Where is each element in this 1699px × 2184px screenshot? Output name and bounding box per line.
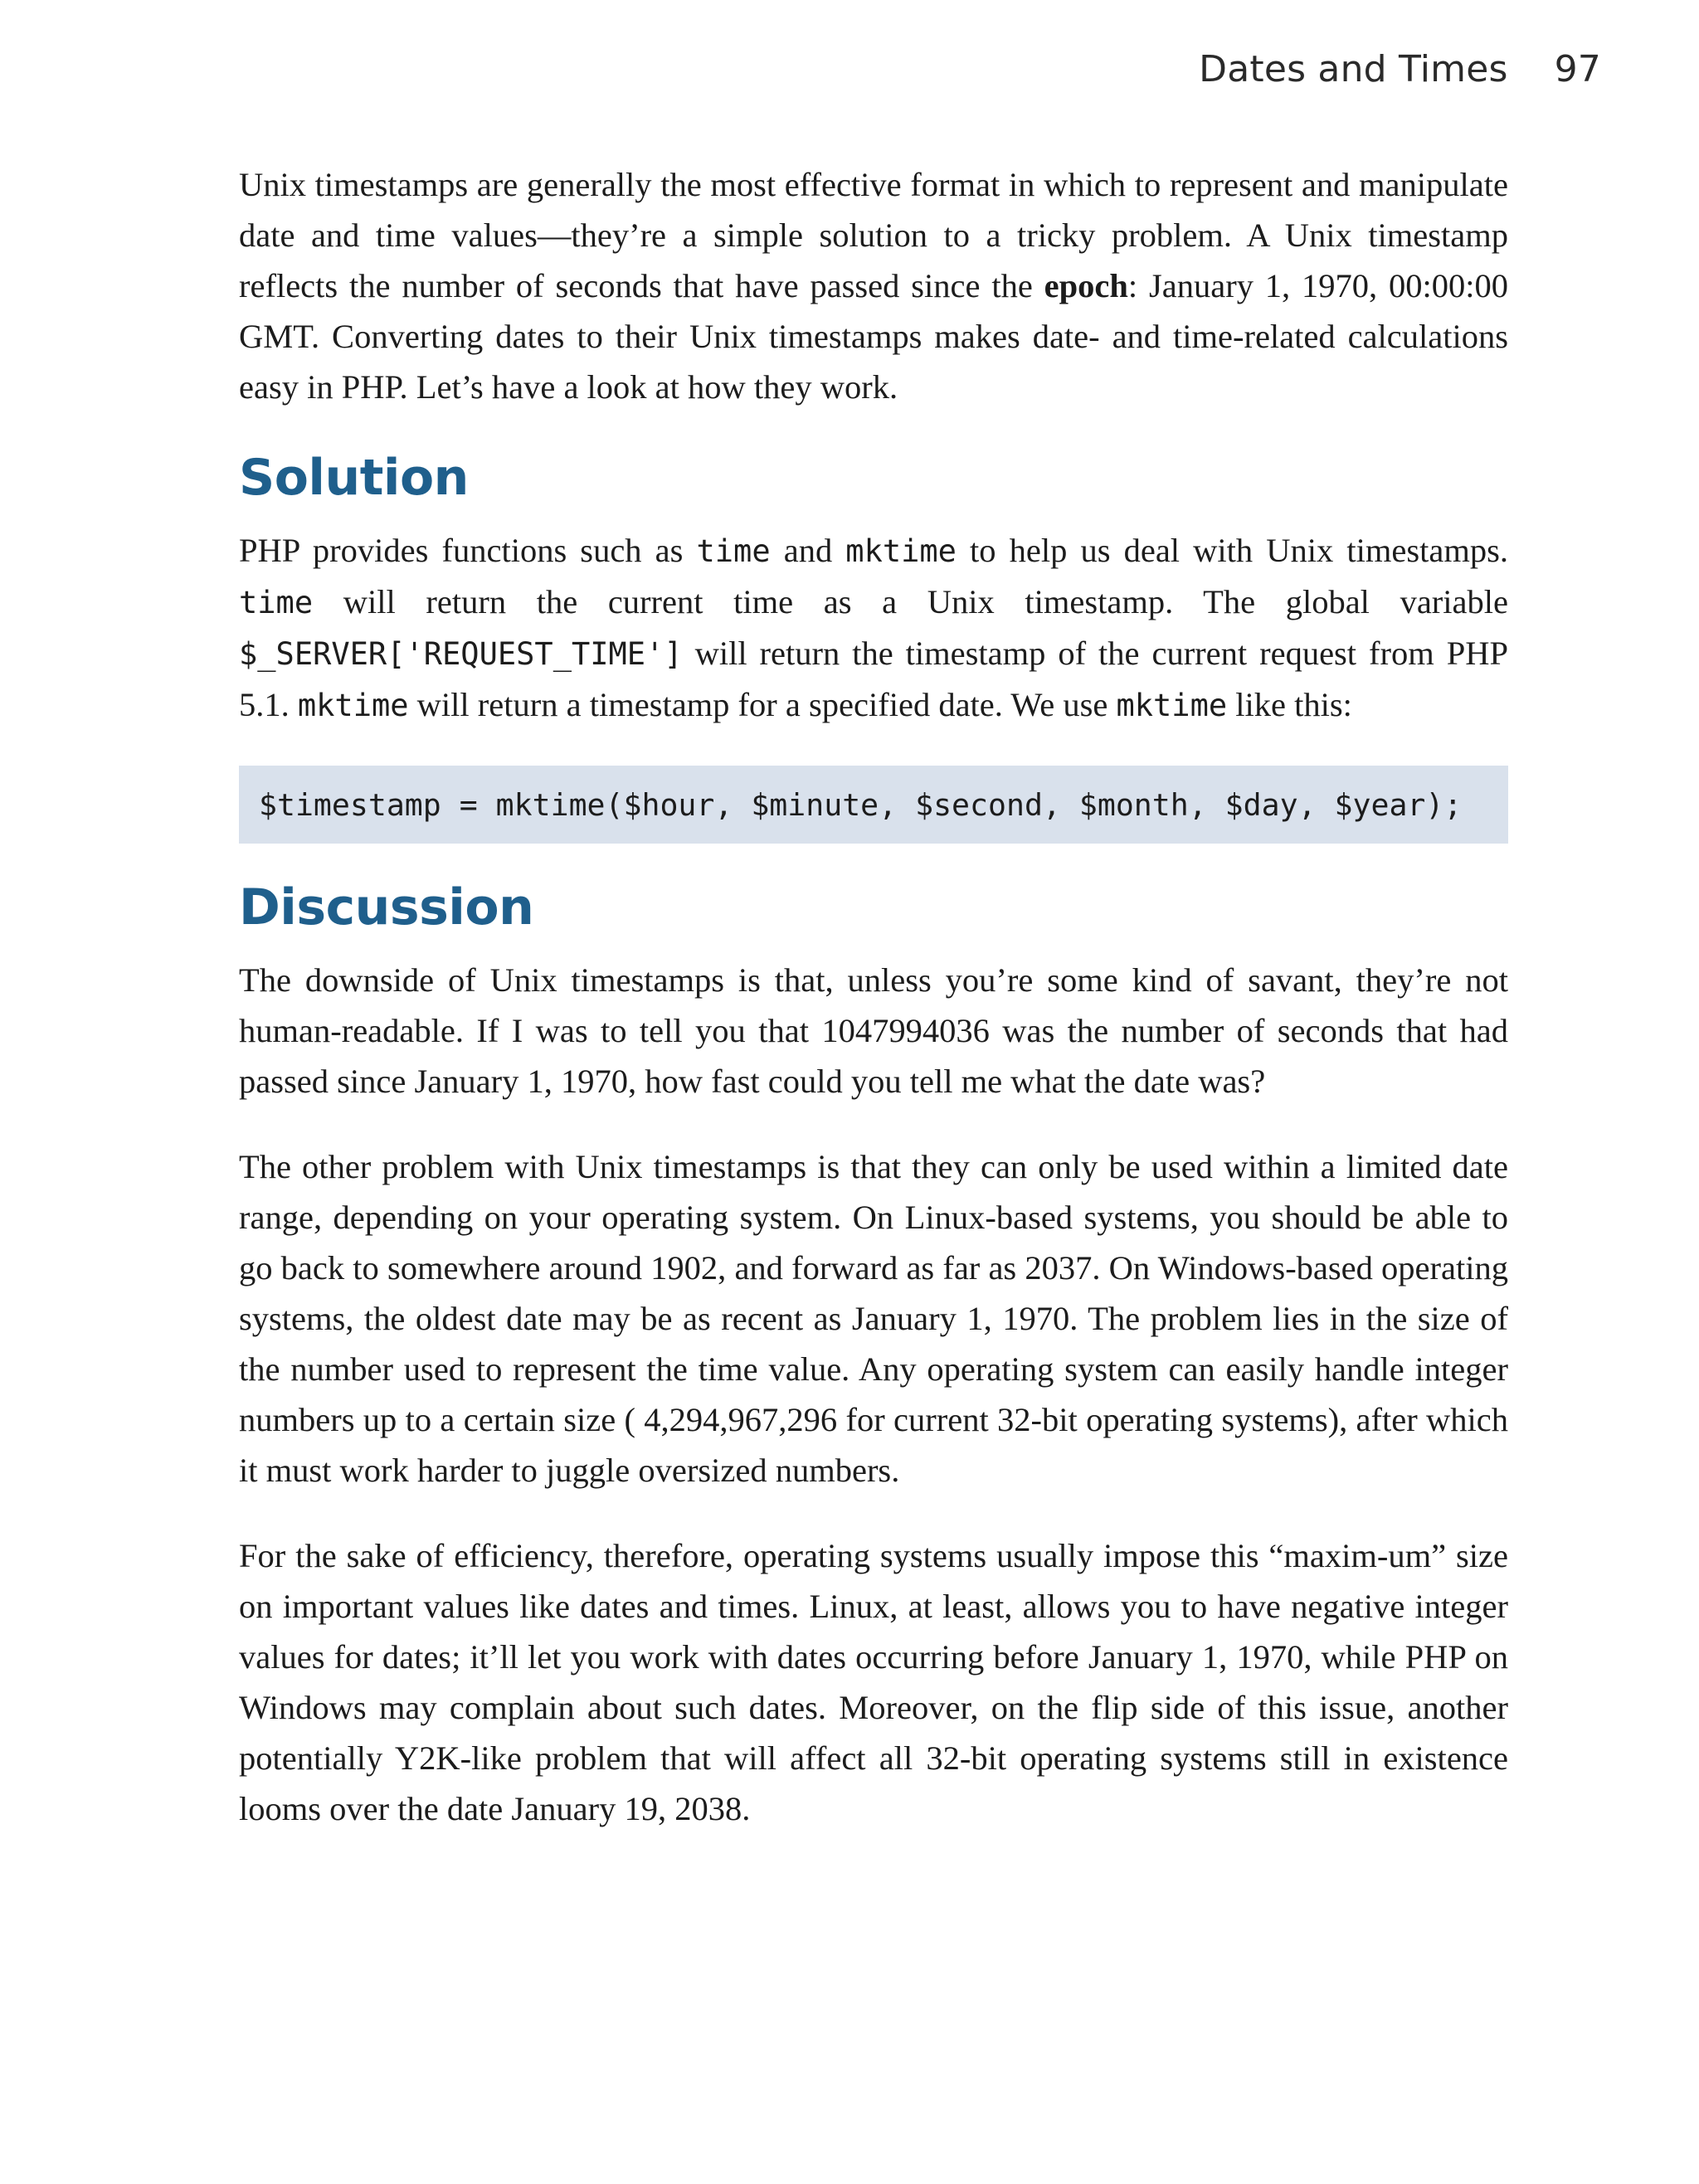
code-time: time bbox=[696, 533, 771, 569]
code-block: $timestamp = mktime($hour, $minute, $second, $month, $day, $year); bbox=[239, 766, 1508, 844]
code-mktime: mktime bbox=[845, 533, 957, 569]
solution-text: PHP provides functions such as bbox=[239, 532, 697, 569]
solution-text: will return the timestamp of the current request from PHP 5.1. bbox=[239, 635, 1508, 723]
intro-text-end: : January 1, 1970, 00:00:00 GMT. Converting dates to their Unix timestamps makes date- and time-related calculations easy in PHP. Let’s have a look at how they work. bbox=[239, 267, 1508, 406]
code-server-request-time: $_SERVER['REQUEST_TIME'] bbox=[239, 636, 683, 672]
solution-text: will return a timestamp for a specified date. We use bbox=[408, 686, 1117, 723]
code-mktime: mktime bbox=[1116, 688, 1228, 723]
solution-text: will return the current time as a Unix timestamp. The global variable bbox=[313, 583, 1508, 620]
discussion-heading: Discussion bbox=[239, 878, 534, 936]
code-mktime: mktime bbox=[297, 688, 409, 723]
solution-paragraph bbox=[239, 525, 1508, 731]
page-body bbox=[239, 159, 1508, 1834]
intro-paragraph bbox=[239, 159, 1508, 412]
running-title: Dates and Times bbox=[1199, 48, 1508, 90]
epoch-term: epoch bbox=[1044, 267, 1128, 304]
solution-text: and bbox=[770, 532, 846, 569]
solution-text: to help us deal with Unix timestamps. bbox=[956, 532, 1508, 569]
discussion-paragraph-1: The downside of Unix timestamps is that, unless you’re some kind of savant, they’re not human-readable. If I was to tell you that 1047994036 was the number of seconds that had passed since January 1, 1970, how fast could you tell me what the date was? bbox=[239, 961, 1508, 1100]
intro-text-start: Unix timestamps are generally the most effective format in which to represent and manipulate date and time values—they’re a simple solution to a tricky problem. A Unix timestamp reflects the number of seconds that have passed since the bbox=[239, 166, 1508, 304]
code-time: time bbox=[239, 585, 314, 620]
solution-text: like this: bbox=[1227, 686, 1352, 723]
discussion-paragraph-2: The other problem with Unix timestamps is that they can only be used within a limited date range, depending on your operating system. On Linux-based systems, you should be able to go back to somewhere around 1902, and forward as far as 2037. On Windows-based operating systems, the oldest date may be as recent as January 1, 1970. The problem lies in the size of the number used to represent the time value. Any operating system can easily handle integer numbers up to a certain size ( 4,294,967,296 for current 32-bit operating systems), after which it must work harder to juggle oversized numbers. bbox=[239, 1148, 1508, 1489]
page-header bbox=[1199, 48, 1601, 90]
solution-heading: Solution bbox=[239, 449, 469, 507]
page-number: 97 bbox=[1554, 48, 1601, 90]
discussion-paragraph-3: For the sake of efficiency, therefore, operating systems usually impose this “maxim-um” size on important values like dates and times. Linux, at least, allows you to have negative integer values for dates; it’ll let you work with dates occurring before January 1, 1970, while PHP on Windows may complain about such dates. Moreover, on the flip side of this issue, another potentially Y2K-like problem that will affect all 32-bit operating systems still in existence looms over the date January 19, 2038. bbox=[239, 1537, 1508, 1827]
